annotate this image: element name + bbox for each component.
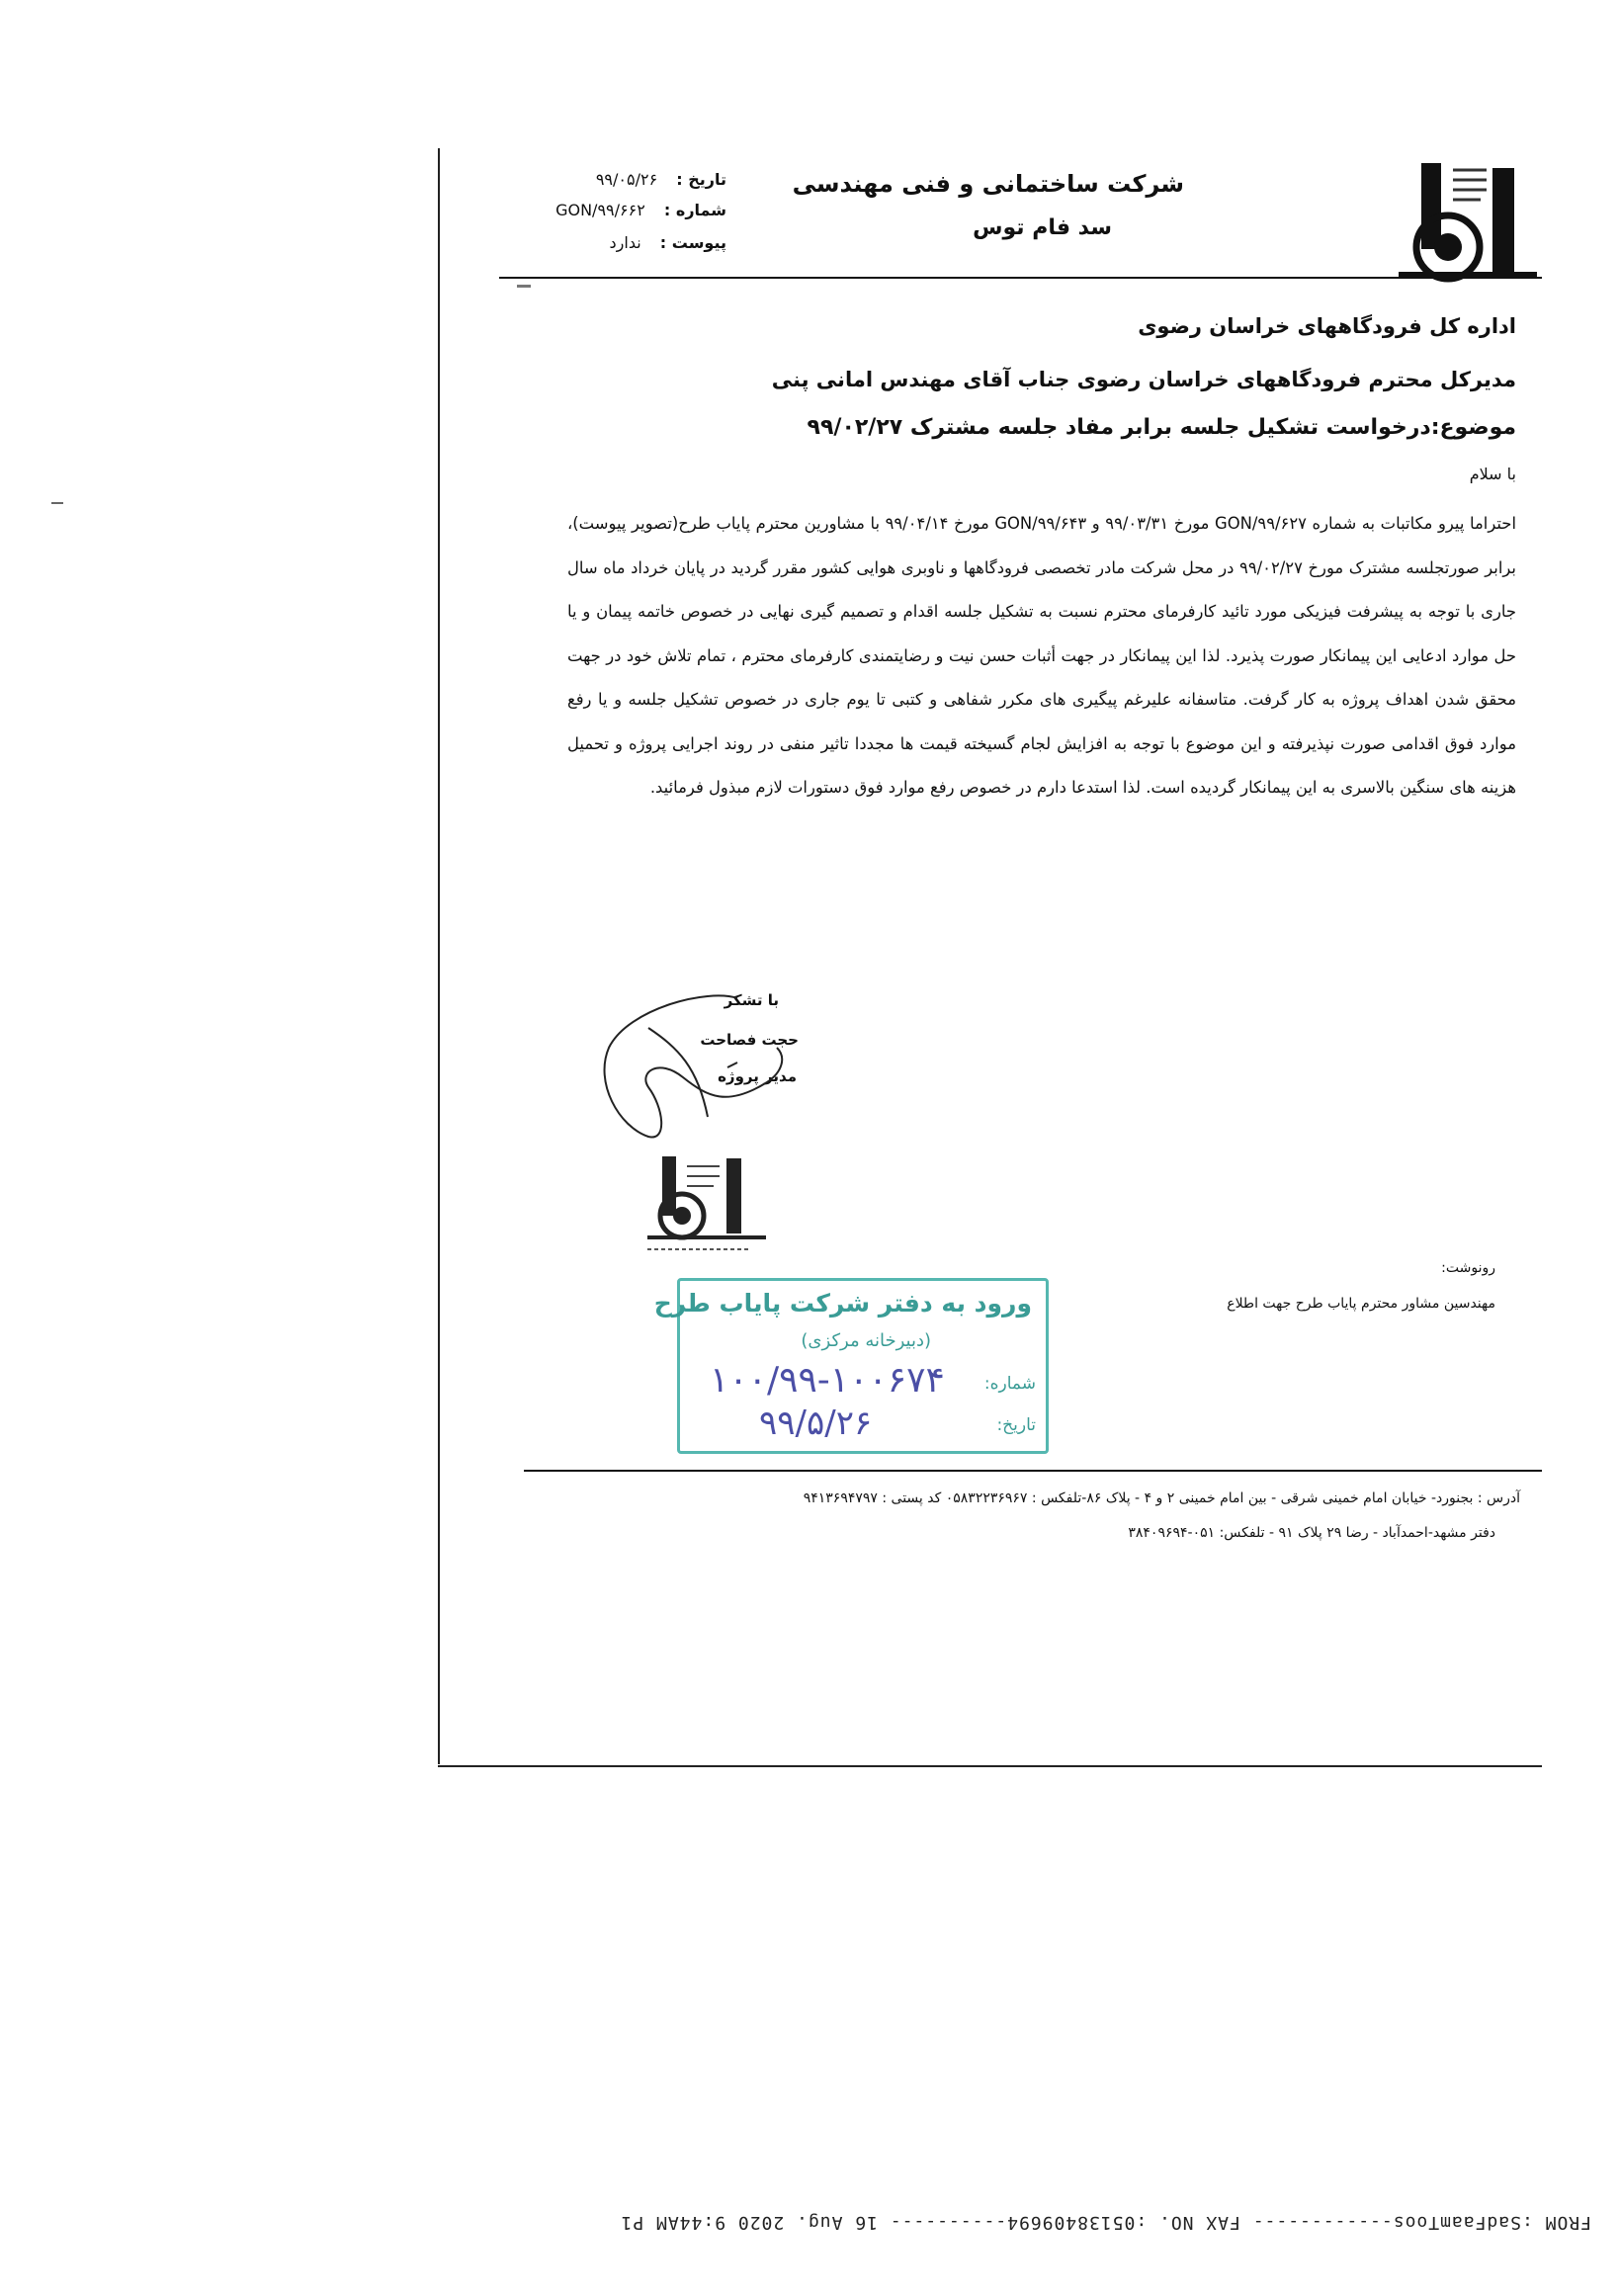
number-field xyxy=(555,201,726,219)
stamp-date-label: تاریخ: xyxy=(996,1415,1036,1435)
footer-divider xyxy=(524,1470,1542,1472)
recipient-title: مدیرکل محترم فرودگاههای خراسان رضوی جناب آقای مهندس امانی پنی xyxy=(771,368,1516,391)
scan-margin-line xyxy=(438,148,440,1764)
attachment-value: ندارد xyxy=(609,233,641,252)
attachment-field xyxy=(610,233,726,252)
date-field xyxy=(596,170,726,189)
signer-name: حجت فصاحت xyxy=(700,1031,799,1049)
stamp-number-label: شماره: xyxy=(983,1374,1036,1394)
date-value: ۹۹/۰۵/۲۶ xyxy=(595,170,658,189)
closing: با تشکر xyxy=(724,991,779,1009)
address-line-1: آدرس : بجنورد- خیابان امام خمینی شرقی - بین امام خمینی ۲ و ۴ - پلاک ۸۶-تلفکس : ۰۵۸۳۲۲۳۶۹۶۷ کد پستی : ۹۴۱۳۶۹۴۷۹۷ xyxy=(803,1490,1520,1506)
header-divider xyxy=(499,277,1542,279)
date-label: تاریخ : xyxy=(676,170,726,189)
company-seal-icon xyxy=(642,1147,781,1255)
handwritten-signature xyxy=(589,988,797,1147)
address-line-2: دفتر مشهد-احمدآباد - رضا ۲۹ پلاک ۹۱ - تلفکس: ۰۵۱-۳۸۴۰۹۶۹۴ xyxy=(1128,1525,1495,1541)
scan-artifact xyxy=(51,502,63,504)
company-logo xyxy=(1394,158,1542,285)
cc-recipient: مهندسین مشاور محترم پایاب طرح جهت اطلاع xyxy=(1227,1296,1495,1312)
stamp-title: ورود به دفتر شرکت پایاب طرح xyxy=(653,1289,1032,1318)
number-value: GON/۹۹/۶۶۲ xyxy=(555,201,645,219)
scan-artifact xyxy=(517,285,531,288)
recipient-organization: اداره کل فرودگاههای خراسان رضوی xyxy=(1138,314,1516,338)
fax-header-line: FROM :SadFaamToos------------ FAX NO. :05138409694---------- 16 Aug. 2020 9:44AM P1 xyxy=(620,2212,1591,2233)
stamp-number-value: ۱۰۰/۹۹-۱۰۰۶۷۴ xyxy=(710,1360,945,1401)
page-end-line xyxy=(438,1765,1542,1767)
number-label: شماره : xyxy=(663,201,726,219)
subject-line: موضوع:درخواست تشکیل جلسه برابر مفاد جلسه مشترک ۹۹/۰۲/۲۷ xyxy=(807,415,1516,440)
attachment-label: پیوست : xyxy=(659,233,726,252)
stamp-subtitle: (دبیرخانه مرکزی) xyxy=(801,1330,931,1351)
cc-label: رونوشت: xyxy=(1441,1260,1495,1276)
letter-body: احتراما پیرو مکاتبات به شماره GON/۹۹/۶۲۷ مورخ ۹۹/۰۳/۳۱ و GON/۹۹/۶۴۳ مورخ ۹۹/۰۴/۱۴ با مشاورین محترم پایاب طرح(تصویر پیوست)، برابر صورتجلسه مشترک مورخ ۹۹/۰۲/۲۷ در محل شرکت مادر تخصصی فرودگاهها و ناوبری هوایی کشور مقرر گردید در پایان خرداد ماه سال جاری با توجه به پیشرفت فیزیکی مورد تائید کارفرمای محترم نسبت به تشکیل جلسه اقدام و تصمیم گیری نهایی در خصوص خاتمه پیمان و یا حل موارد ادعایی این پیمانکار صورت پذیرد. لذا این پیمانکار در جهت أثبات حسن نیت و رضایتمندی کارفرمای محترم ، تمام تلاش خود در جهت محقق شدن اهداف پروژه به کار گرفت. متاسفانه علیرغم پیگیری های مکرر شفاهی و کتبی تا یوم جاری در خصوص تشکیل جلسه و یا رفع موارد فوق اقدامی صورت نپذیرفته و این موضوع با توجه به افزایش لجام گسیخته قیمت ها مجددا تاثیر منفی در روند اجرایی پروژه و تحمیل هزینه های سنگین بالاسری به این پیمانکار گردیده است. لذا استدعا دارم در خصوص رفع موارد فوق دستورات لازم مبذول فرمائید. xyxy=(567,514,1516,797)
signer-title: مدیر پروژه xyxy=(718,1067,797,1085)
stamp-date-value: ۹۹/۵/۲۶ xyxy=(759,1403,873,1443)
company-name-line1: شرکت ساختمانی و فنی مهندسی xyxy=(792,170,1184,198)
greeting: با سلام xyxy=(1469,465,1516,483)
incoming-receipt-stamp xyxy=(653,1278,1049,1454)
company-name-line2: سد فام توس xyxy=(973,215,1112,240)
